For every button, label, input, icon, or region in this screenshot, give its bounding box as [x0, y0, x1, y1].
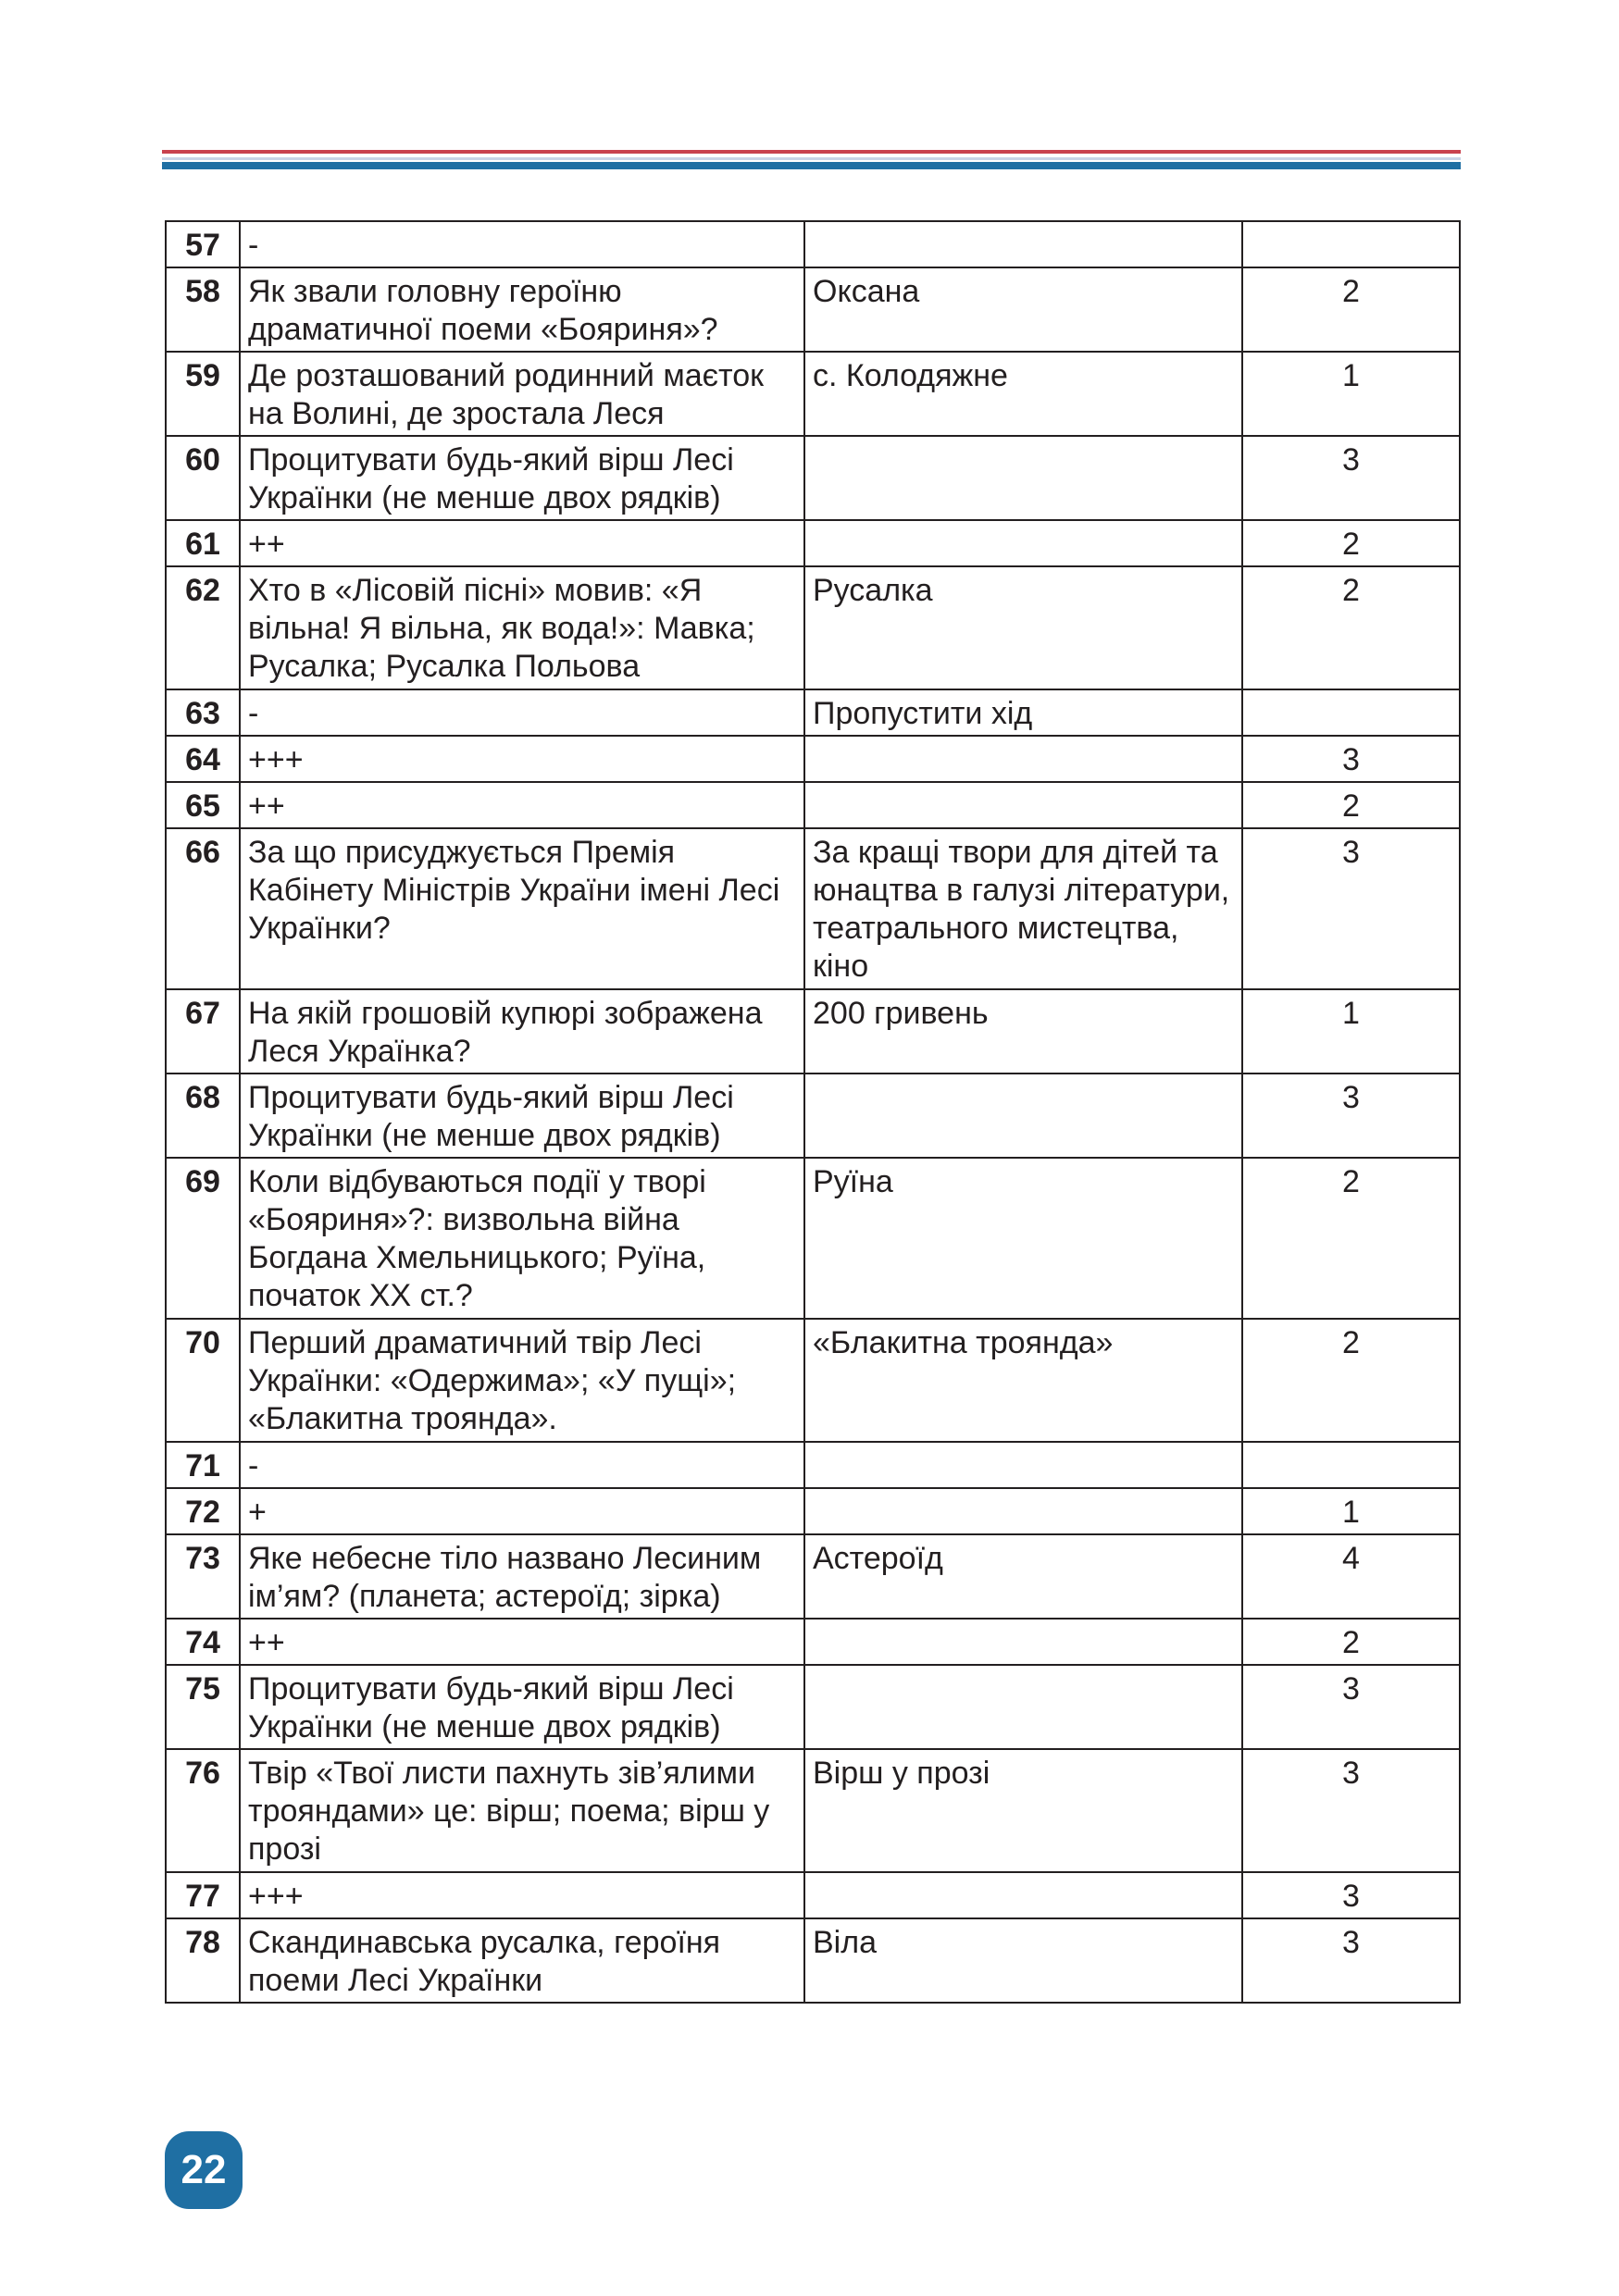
- table-row: [166, 1534, 1460, 1619]
- row-number: 61: [166, 520, 240, 566]
- row-number: 70: [166, 1319, 240, 1442]
- answer-cell: [804, 1619, 1242, 1665]
- row-number: 62: [166, 566, 240, 689]
- points-cell: 2: [1242, 1619, 1460, 1665]
- table-row: [166, 1749, 1460, 1872]
- points-cell: 1: [1242, 989, 1460, 1074]
- header-rule-blue: [162, 162, 1461, 169]
- table-row: [166, 1319, 1460, 1442]
- answer-cell: [804, 436, 1242, 520]
- row-number: 69: [166, 1158, 240, 1319]
- table-row: [166, 989, 1460, 1074]
- table-row: [166, 1665, 1460, 1749]
- table-row: [166, 1619, 1460, 1665]
- question-cell: Перший драматичний твір Лесі Українки: «Одержима»; «У пущі»; «Блакитна троянда».: [240, 1319, 804, 1442]
- question-cell: +++: [240, 1872, 804, 1918]
- points-cell: 3: [1242, 828, 1460, 989]
- table-row: [166, 566, 1460, 689]
- question-cell: -: [240, 1442, 804, 1488]
- row-number: 57: [166, 221, 240, 267]
- points-cell: 4: [1242, 1534, 1460, 1619]
- row-number: 66: [166, 828, 240, 989]
- points-cell: 1: [1242, 352, 1460, 436]
- row-number: 60: [166, 436, 240, 520]
- row-number: 68: [166, 1074, 240, 1158]
- points-cell: 2: [1242, 1158, 1460, 1319]
- answer-cell: с. Колодяжне: [804, 352, 1242, 436]
- points-cell: 3: [1242, 1074, 1460, 1158]
- table-row: [166, 1158, 1460, 1319]
- answer-cell: [804, 221, 1242, 267]
- answer-cell: [804, 1665, 1242, 1749]
- header-rule-light: [162, 157, 1461, 160]
- question-cell: ++: [240, 1619, 804, 1665]
- page-number-badge: 22: [165, 2131, 243, 2209]
- points-cell: 2: [1242, 1319, 1460, 1442]
- answer-cell: [804, 1074, 1242, 1158]
- row-number: 64: [166, 736, 240, 782]
- points-cell: 2: [1242, 566, 1460, 689]
- table-row: [166, 1488, 1460, 1534]
- row-number: 71: [166, 1442, 240, 1488]
- header-rule-red: [162, 150, 1461, 154]
- answer-cell: «Блакитна троянда»: [804, 1319, 1242, 1442]
- points-cell: [1242, 1442, 1460, 1488]
- row-number: 74: [166, 1619, 240, 1665]
- points-cell: 2: [1242, 782, 1460, 828]
- row-number: 75: [166, 1665, 240, 1749]
- question-cell: -: [240, 221, 804, 267]
- points-cell: [1242, 689, 1460, 736]
- points-cell: 3: [1242, 1872, 1460, 1918]
- table-row: [166, 520, 1460, 566]
- table-row: [166, 689, 1460, 736]
- answer-cell: [804, 1872, 1242, 1918]
- answer-cell: [804, 736, 1242, 782]
- question-cell: Коли відбуваються події у творі «Бояриня»?: визвольна війна Богдана Хмельницького; Руїна, початок XX ст.?: [240, 1158, 804, 1319]
- question-cell: ++: [240, 520, 804, 566]
- table-row: [166, 352, 1460, 436]
- row-number: 77: [166, 1872, 240, 1918]
- answer-cell: Пропустити хід: [804, 689, 1242, 736]
- row-number: 76: [166, 1749, 240, 1872]
- quiz-table-body: [166, 221, 1460, 2003]
- table-row: [166, 1918, 1460, 2003]
- answer-cell: [804, 1442, 1242, 1488]
- question-cell: На якій грошовій купюрі зображена Леся Українка?: [240, 989, 804, 1074]
- question-cell: За що присуджується Премія Кабінету Міністрів України імені Лесі Українки?: [240, 828, 804, 989]
- row-number: 73: [166, 1534, 240, 1619]
- table-row: [166, 267, 1460, 352]
- answer-cell: [804, 782, 1242, 828]
- points-cell: 2: [1242, 267, 1460, 352]
- row-number: 72: [166, 1488, 240, 1534]
- question-cell: Твір «Твої листи пахнуть зів’ялими трояндами» це: вірш; поема; вірш у прозі: [240, 1749, 804, 1872]
- answer-cell: Вірш у прозі: [804, 1749, 1242, 1872]
- answer-cell: Оксана: [804, 267, 1242, 352]
- question-cell: Процитувати будь-який вірш Лесі Українки (не менше двох рядків): [240, 1665, 804, 1749]
- table-row: [166, 1442, 1460, 1488]
- row-number: 65: [166, 782, 240, 828]
- answer-cell: [804, 520, 1242, 566]
- question-cell: Скандинавська русалка, героїня поеми Лесі Українки: [240, 1918, 804, 2003]
- question-cell: -: [240, 689, 804, 736]
- answer-cell: Русалка: [804, 566, 1242, 689]
- question-cell: Яке небесне тіло названо Лесиним ім’ям? (планета; астероїд; зірка): [240, 1534, 804, 1619]
- answer-cell: Віла: [804, 1918, 1242, 2003]
- question-cell: ++: [240, 782, 804, 828]
- question-cell: Де розташований родинний маєток на Волині, де зростала Леся: [240, 352, 804, 436]
- answer-cell: [804, 1488, 1242, 1534]
- table-row: [166, 782, 1460, 828]
- answer-cell: Руїна: [804, 1158, 1242, 1319]
- table-row: [166, 736, 1460, 782]
- row-number: 67: [166, 989, 240, 1074]
- row-number: 58: [166, 267, 240, 352]
- question-cell: Процитувати будь-який вірш Лесі Українки (не менше двох рядків): [240, 1074, 804, 1158]
- points-cell: 3: [1242, 1918, 1460, 2003]
- question-cell: Процитувати будь-який вірш Лесі Українки (не менше двох рядків): [240, 436, 804, 520]
- points-cell: 2: [1242, 520, 1460, 566]
- answer-cell: Астероїд: [804, 1534, 1242, 1619]
- points-cell: 3: [1242, 1665, 1460, 1749]
- question-cell: +: [240, 1488, 804, 1534]
- answer-cell: За кращі твори для дітей та юнацтва в галузі літератури, театрального мистецтва, кіно: [804, 828, 1242, 989]
- table-row: [166, 1074, 1460, 1158]
- table-row: [166, 1872, 1460, 1918]
- table-row: [166, 828, 1460, 989]
- row-number: 59: [166, 352, 240, 436]
- points-cell: 3: [1242, 436, 1460, 520]
- quiz-table: [165, 220, 1461, 2004]
- question-cell: Хто в «Лісовій пісні» мовив: «Я вільна! Я вільна, як вода!»: Мавка; Русалка; Русалка Польова: [240, 566, 804, 689]
- points-cell: 3: [1242, 736, 1460, 782]
- row-number: 78: [166, 1918, 240, 2003]
- answer-cell: 200 гривень: [804, 989, 1242, 1074]
- question-cell: +++: [240, 736, 804, 782]
- row-number: 63: [166, 689, 240, 736]
- points-cell: 3: [1242, 1749, 1460, 1872]
- points-cell: 1: [1242, 1488, 1460, 1534]
- question-cell: Як звали головну героїню драматичної поеми «Бояриня»?: [240, 267, 804, 352]
- table-row: [166, 436, 1460, 520]
- table-row: [166, 221, 1460, 267]
- points-cell: [1242, 221, 1460, 267]
